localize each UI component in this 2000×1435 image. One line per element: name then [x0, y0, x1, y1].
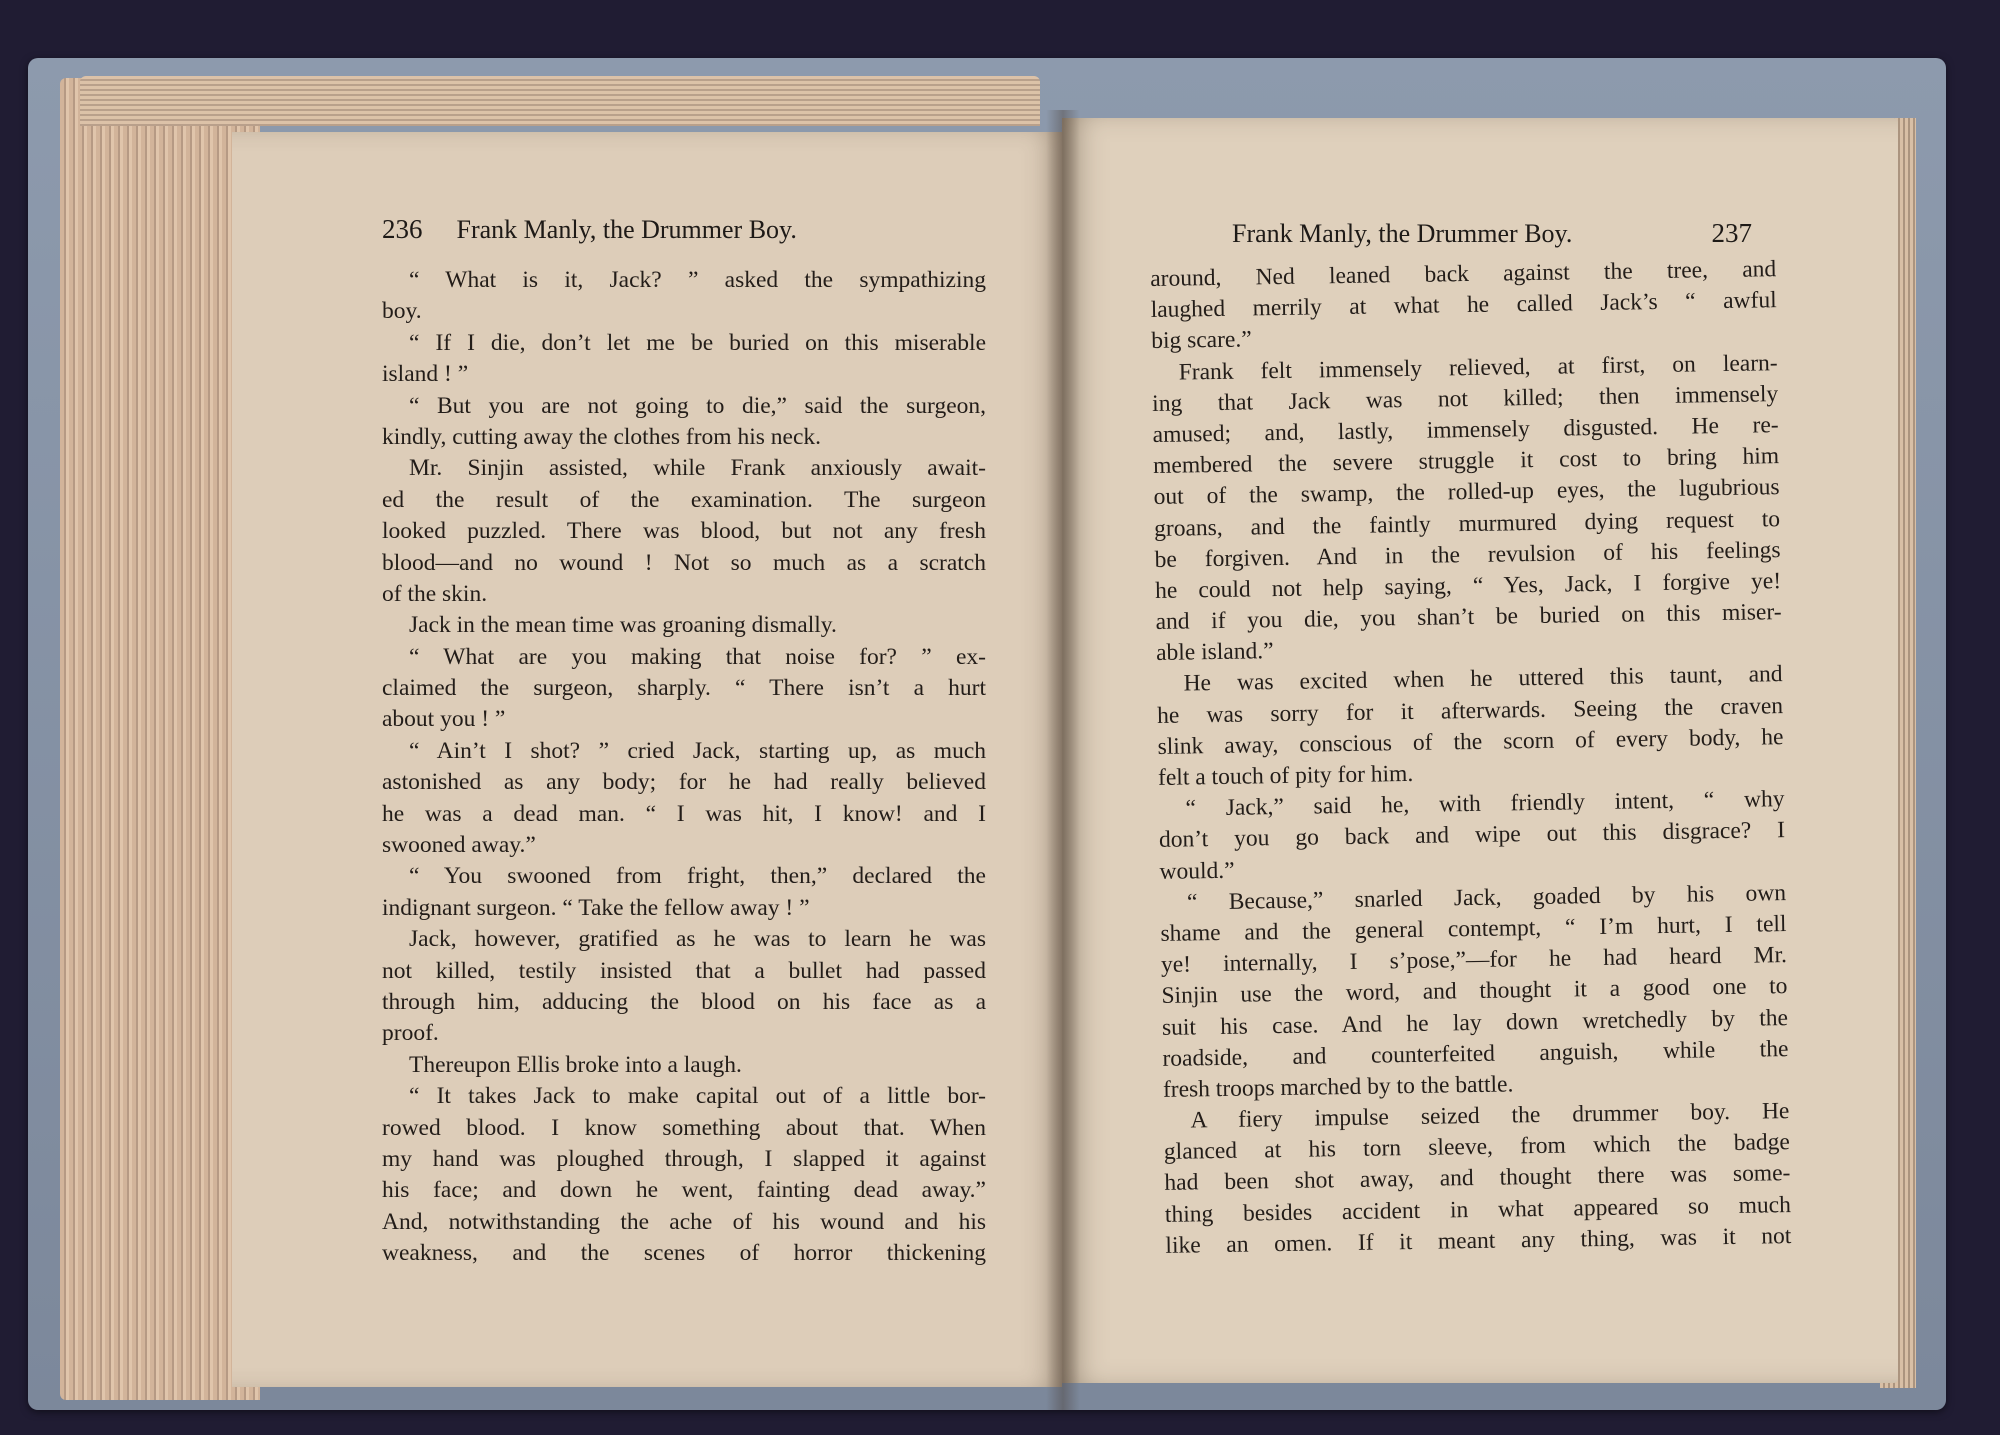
text-line: A fiery impulse seized the drummer boy. He [1190, 1098, 1790, 1134]
book-gutter [1046, 110, 1080, 1410]
text-line: around, Ned leaned back against the tree, and [1150, 256, 1777, 292]
page-edges-left [60, 78, 260, 1400]
text-line: felt a touch of pity for him. [1157, 760, 1414, 791]
text-line: “ Ain’t I shot? ” cried Jack, starting up, as much [409, 737, 986, 764]
text-line: he was sorry for it afterwards. Seeing the craven [1156, 692, 1784, 729]
text-line: ed the result of the examination. The surgeon [382, 486, 986, 513]
text-line: rowed blood. I know something about that. When [382, 1114, 986, 1141]
text-line: thing besides accident in what appeared so much [1164, 1191, 1792, 1228]
text-line: Mr. Sinjin assisted, while Frank anxiously await- [409, 455, 986, 482]
text-line: not killed, testily insisted that a bullet had passed [382, 957, 986, 984]
text-line: laughed merrily at what he called Jack’s “ awful [1150, 287, 1777, 324]
text-line: indignant surgeon. “ Take the fellow away ! ” [382, 894, 810, 921]
text-line: weakness, and the scenes of horror thickening [382, 1240, 986, 1267]
text-line: groans, and the faintly murmured dying request to [1153, 505, 1781, 542]
text-line: claimed the surgeon, sharply. “ There isn’t a hurt [382, 675, 986, 702]
text-line: be forgiven. And in the revulsion of his feelings [1154, 536, 1781, 573]
text-line: had been shot away, and thought there was some- [1164, 1160, 1791, 1197]
page-edges-top [80, 76, 1040, 126]
text-line: able island.” [1155, 638, 1274, 667]
text-line: slink away, conscious of the scorn of every body, he [1157, 723, 1784, 760]
text-line: astonished as any body; for he had really believed [382, 769, 986, 796]
text-line: glanced at his torn sleeve, from which the badge [1163, 1129, 1791, 1166]
left-running-title: Frank Manly, the Drummer Boy. [456, 215, 797, 244]
text-line: his face; and down he went, fainting dead away.” [382, 1177, 986, 1204]
text-line: swooned away.” [382, 832, 536, 859]
text-line: shame and the general contempt, “ I’m hurt, I tell [1160, 911, 1787, 947]
text-line: out of the swamp, the rolled-up eyes, the lugubrious [1153, 474, 1780, 511]
text-line: kindly, cutting away the clothes from his neck. [382, 423, 821, 450]
text-line: “ It takes Jack to make capital out of a little bor- [409, 1083, 986, 1110]
text-line: Jack, however, gratified as he was to learn he was [409, 926, 986, 953]
text-line: Sinjin use the word, and thought it a good one to [1161, 973, 1788, 1010]
left-page-body [382, 265, 986, 1270]
text-line: my hand was ploughed through, I slapped it against [382, 1145, 986, 1172]
right-page-body [1150, 254, 1792, 1262]
text-line: he could not help saying, “ Yes, Jack, I forgive ye! [1154, 568, 1782, 604]
right-page-number: 237 [1711, 218, 1752, 248]
text-line: ing that Jack was not killed; then immensely [1151, 380, 1779, 417]
text-line: “ You swooned from fright, then,” declared the [409, 863, 986, 890]
text-line: “ If I die, don’t let me be buried on this miserable [409, 329, 986, 356]
text-line: island ! ” [382, 361, 469, 388]
text-line: through him, adducing the blood on his face as a [382, 988, 986, 1015]
text-line: and if you die, you shan’t be buried on this miser- [1155, 599, 1782, 636]
text-line: blood—and no wound ! Not so much as a scratch [382, 549, 986, 576]
right-running-title: Frank Manly, the Drummer Boy. [1232, 219, 1573, 248]
text-line: suit his case. And he lay down wretchedly by the [1161, 1004, 1789, 1041]
text-line: proof. [382, 1020, 439, 1047]
text-line: about you ! ” [382, 706, 506, 733]
left-page-header [382, 214, 982, 245]
text-line: he was a dead man. “ I was hit, I know! and I [382, 800, 986, 827]
text-line: of the skin. [382, 580, 488, 607]
text-line: “ What are you making that noise for? ” ex- [409, 643, 986, 670]
text-line: “ Because,” snarled Jack, goaded by his own [1186, 879, 1787, 916]
text-line: And, notwithstanding the ache of his wound and his [382, 1208, 986, 1235]
text-line: Thereupon Ellis broke into a laugh. [409, 1051, 742, 1078]
text-line: looked puzzled. There was blood, but not any fresh [382, 518, 986, 545]
left-page-number: 236 [382, 214, 423, 244]
text-line: “ But you are not going to die,” said the surgeon, [409, 392, 986, 419]
text-line: fresh troops marched by to the battle. [1162, 1071, 1514, 1103]
text-line: amused; and, lastly, immensely disgusted. He re- [1152, 412, 1779, 448]
right-page-header [1232, 218, 1752, 249]
text-line: don’t you go back and wipe out this disgrace? I [1158, 817, 1786, 854]
text-line: roadside, and counterfeited anguish, while the [1162, 1035, 1789, 1072]
text-line: “ Jack,” said he, with friendly intent, “ why [1185, 786, 1785, 822]
text-line: ye! internally, I s’pose,”—for he had heard Mr. [1160, 942, 1788, 979]
text-line: big scare.” [1151, 326, 1252, 355]
text-line: “ What is it, Jack? ” asked the sympathizing [409, 267, 986, 293]
text-line: Frank felt immensely relieved, at first, on learn- [1178, 349, 1778, 386]
text-line: would.” [1159, 857, 1235, 885]
text-line: He was excited when he uttered this taunt, and [1183, 661, 1783, 697]
text-line: boy. [382, 298, 422, 325]
text-line: Jack in the mean time was groaning dismally. [409, 612, 837, 639]
text-line: membered the severe struggle it cost to bring him [1152, 443, 1780, 480]
text-line: like an omen. If it meant any thing, was it not [1165, 1222, 1792, 1259]
